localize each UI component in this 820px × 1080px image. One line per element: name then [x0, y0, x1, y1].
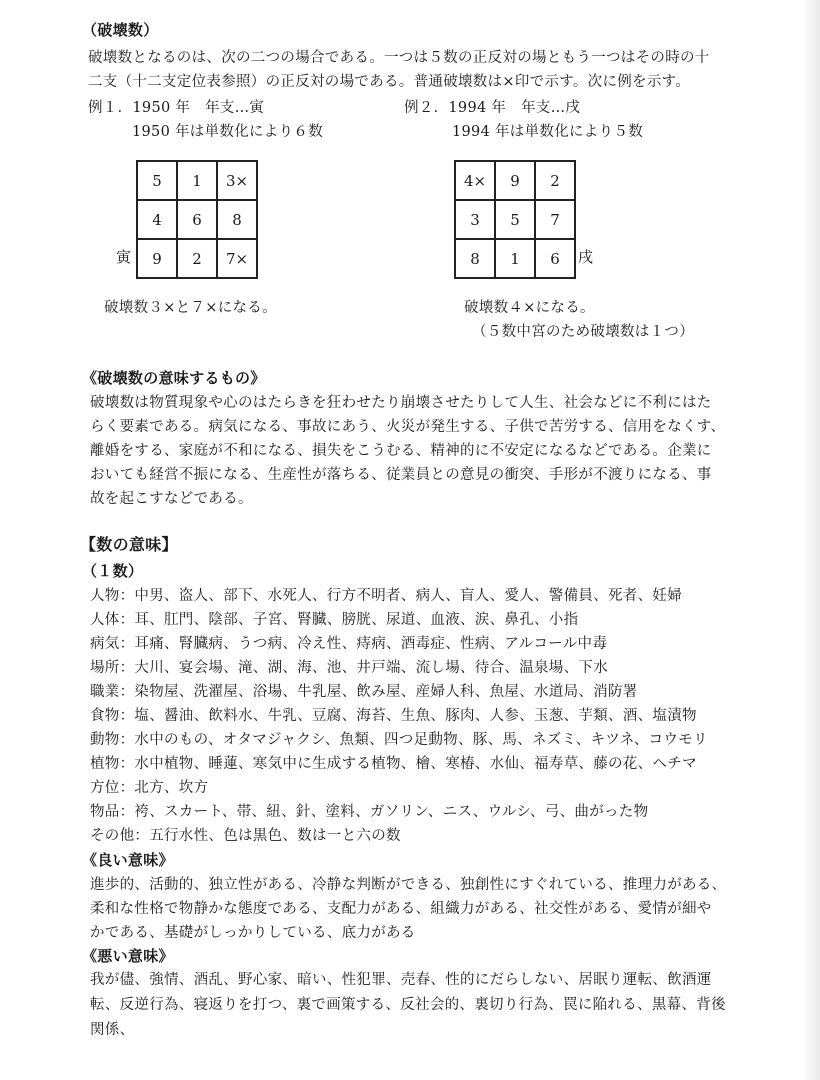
grid-cell: 4× — [455, 161, 495, 200]
paragraph-line: 故を起こすなどである。 — [90, 491, 253, 507]
section-title-hakai: （破壊数） — [82, 21, 159, 39]
list-item: 職業：染物屋、洗濯屋、浴場、牛乳屋、飲み屋、産婦人科、魚屋、水道局、消防署 — [90, 684, 638, 700]
paragraph-line: おいても経営不振になる、生産性が落ちる、従業員との意見の衝突、手形が不渡りになる、事 — [90, 467, 712, 483]
grid-row — [137, 161, 257, 200]
paragraph-line: 柔和な性格で物静かな態度である、支配力がある、組織力がある、社交性がある、愛情が細や — [90, 901, 712, 917]
grid-cell: 8 — [217, 200, 257, 239]
paragraph-line: らく要素である。病気になる、事故にあう、火災が発生する、子供で苦労する、信用をなくす、 — [90, 419, 726, 435]
paragraph-line: 転、反逆行為、寝返りを打つ、裏で画策する、反社会的、裏切り行為、罠に陥れる、黒幕、背後 — [90, 997, 726, 1013]
example1-line1: 例１．1950 年 年支…寅 — [88, 100, 265, 116]
grid-cell: 1 — [495, 239, 535, 278]
paragraph-line: かである、基礎がしっかりしている、底力がある — [90, 925, 416, 941]
example1-line2: 1950 年は単数化により６数 — [132, 124, 324, 140]
grid-cell: 3× — [217, 161, 257, 200]
grid-cell: 9 — [495, 161, 535, 200]
example2-caption: 破壊数４×になる。 — [464, 300, 595, 316]
list-item: 動物：水中のもの、オタマジャクシ、魚類、四つ足動物、豚、馬、ネズミ、キツネ、コウモリ — [90, 732, 708, 748]
example2-note: （５数中宮のため破壊数は１つ） — [472, 324, 694, 340]
list-item: 人体：耳、肛門、陰部、子宮、腎臓、膀胱、尿道、血液、涙、鼻孔、小指 — [90, 612, 579, 628]
grid-cell: 7× — [217, 239, 257, 278]
list-item: 食物：塩、醤油、飲料水、牛乳、豆腐、海苔、生魚、豚肉、人参、玉葱、芋類、酒、塩漬物 — [90, 708, 697, 724]
grid-row — [137, 239, 257, 278]
list-item: 植物：水中植物、睡蓮、寒気中に生成する植物、檜、寒椿、水仙、福寿草、藤の花、ヘチマ — [90, 756, 697, 772]
kyusei-grid-example1 — [136, 160, 258, 279]
list-item: 病気：耳痛、腎臓病、うつ病、冷え性、痔病、酒毒症、性病、アルコール中毒 — [90, 636, 608, 652]
list-item: 人物：中男、盗人、部下、水死人、行方不明者、病人、盲人、愛人、警備員、死者、妊婦 — [90, 588, 682, 604]
list-item: 方位：北方、坎方 — [90, 780, 209, 796]
paragraph-line: 破壊数は物質現象や心のはたらきを狂わせたり崩壊させたりして人生、社会などに不利にはた — [90, 395, 712, 411]
grid-cell: 4 — [137, 200, 177, 239]
example2-line2: 1994 年は単数化により５数 — [452, 124, 644, 140]
paragraph-line: 関係、 — [90, 1022, 135, 1038]
section-title-kazu: 【数の意味】 — [80, 535, 178, 554]
grid-cell: 1 — [177, 161, 217, 200]
section-title-hakai-meaning: 《破壊数の意味するもの》 — [82, 369, 266, 387]
example2-line1: 例２．1994 年 年支…戌 — [404, 100, 581, 116]
grid-cell: 6 — [177, 200, 217, 239]
good-meaning-title: 《良い意味》 — [82, 851, 174, 869]
paragraph-line: 進歩的、活動的、独立性がある、冷静な判断ができる、独創性にすぐれている、推理力がある、 — [90, 877, 727, 893]
example1-caption: 破壊数３×と７×になる。 — [104, 300, 277, 316]
grid-cell: 2 — [177, 239, 217, 278]
kyusei-grid-example2 — [454, 160, 576, 279]
paragraph-line: 我が儘、強情、酒乱、野心家、暗い、性犯罪、売春、性的にだらしない、居眠り運転、飲酒運 — [90, 972, 712, 988]
intro-line-2: 二支（十二支定位表参照）の正反対の場である。普通破壊数は×印で示す。次に例を示す。 — [88, 74, 691, 90]
grid-cell: 9 — [137, 239, 177, 278]
grid-cell: 2 — [535, 161, 575, 200]
list-item: 場所：大川、宴会場、滝、湖、海、池、井戸端、流し場、待合、温泉場、下水 — [90, 660, 608, 676]
intro-line-1: 破壊数となるのは、次の二つの場合である。一つは５数の正反対の場ともう一つはその時の十 — [88, 50, 710, 66]
page-edge-shadow — [802, 0, 820, 1080]
subsection-title-1: （１数） — [82, 562, 144, 580]
paragraph-line: 離婚をする、家庭が不和になる、損失をこうむる、精神的に不安定になるなどである。企業に — [90, 443, 712, 459]
grid-cell: 6 — [535, 239, 575, 278]
grid-cell: 3 — [455, 200, 495, 239]
grid-row — [455, 239, 575, 278]
grid-row — [455, 200, 575, 239]
bad-meaning-title: 《悪い意味》 — [82, 947, 174, 965]
list-item: 物品：袴、スカート、帯、紐、針、塗料、ガソリン、ニス、ウルシ、弓、曲がった物 — [90, 804, 649, 820]
grid-cell: 5 — [495, 200, 535, 239]
grid-row — [455, 161, 575, 200]
grid-cell: 5 — [137, 161, 177, 200]
grid-cell: 7 — [535, 200, 575, 239]
grid1-side-label: 寅 — [116, 248, 132, 266]
grid2-side-label: 戌 — [578, 248, 594, 266]
list-item: その他：五行水性、色は黒色、数は一と六の数 — [90, 828, 401, 844]
grid-row — [137, 200, 257, 239]
grid-cell: 8 — [455, 239, 495, 278]
